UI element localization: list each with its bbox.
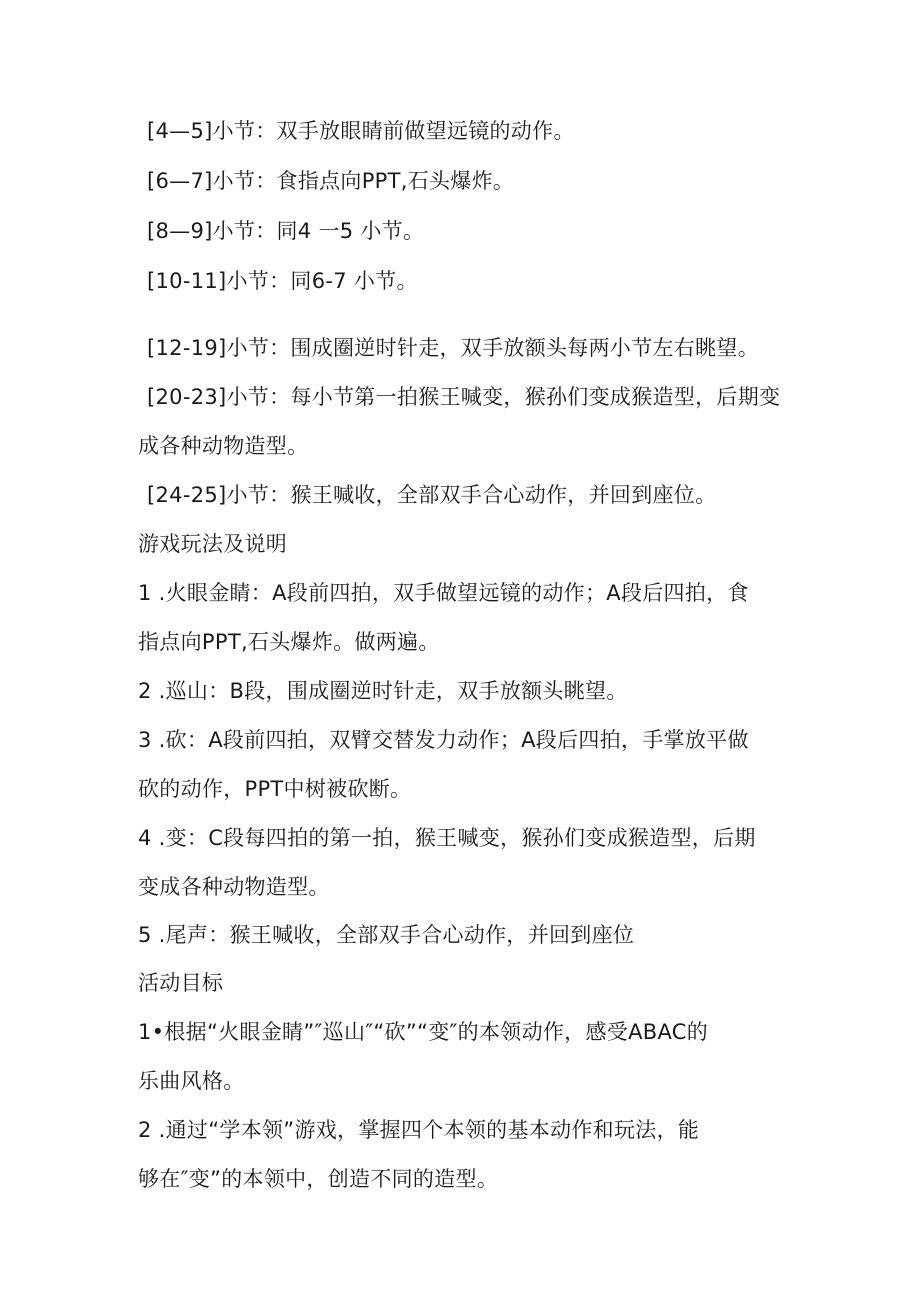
game-rule-5: 5 .尾声：猴王喊收，全部双手合心动作，并回到座位 [138, 923, 635, 947]
goal-2: 2 .通过“学本领”游戏，掌握四个本领的基本动作和玩法，能 [138, 1118, 700, 1142]
goal-heading: 活动目标 [138, 971, 224, 995]
game-rule-4: 4 .变：C段每四拍的第一拍，猴王喊变，猴孙们变成猴造型，后期 [138, 826, 756, 850]
goal-1: 1•根据“火眼金睛”″巡山″“砍”“变″的本领动作，感受ABAC的 [138, 1020, 709, 1044]
measure-line-24-25: [24-25]小节：猴王喊收，全部双手合心动作，并回到座位。 [147, 483, 717, 507]
game-heading: 游戏玩法及说明 [138, 532, 288, 556]
measure-line-20-23-cont: 成各种动物造型。 [138, 434, 309, 458]
measure-line-8-9: [8—9]小节：同4 一5 小节。 [147, 219, 425, 243]
measure-line-6-7: [6—7]小节：食指点向PPT,石头爆炸。 [147, 169, 515, 193]
game-rule-2: 2 .巡山：B段，围成圈逆时针走，双手放额头眺望。 [138, 679, 628, 703]
measure-line-20-23: [20-23]小节：每小节第一拍猴王喊变，猴孙们变成猴造型，后期变 [147, 385, 781, 409]
measure-line-10-11: [10-11]小节：同6-7 小节。 [147, 269, 418, 293]
goal-2-cont: 够在″变”的本领中，创造不同的造型。 [138, 1167, 499, 1191]
game-rule-4-cont: 变成各种动物造型。 [138, 875, 330, 899]
measure-line-12-19: [12-19]小节：围成圈逆时针走，双手放额头每两小节左右眺望。 [147, 336, 760, 360]
game-rule-1: 1 .火眼金睛：A段前四拍，双手做望远镜的动作；A段后四拍，食 [138, 581, 749, 605]
game-rule-1-cont: 指点向PPT,石头爆炸。做两遍。 [138, 630, 440, 654]
measure-line-4-5: [4—5]小节：双手放眼睛前做望远镜的动作。 [147, 119, 575, 143]
goal-1-cont: 乐曲风格。 [138, 1069, 245, 1093]
game-rule-3: 3 .砍：A段前四拍，双臂交替发力动作；A段后四拍，手掌放平做 [138, 728, 749, 752]
game-rule-3-cont: 砍的动作，PPT中树被砍断。 [138, 777, 412, 801]
